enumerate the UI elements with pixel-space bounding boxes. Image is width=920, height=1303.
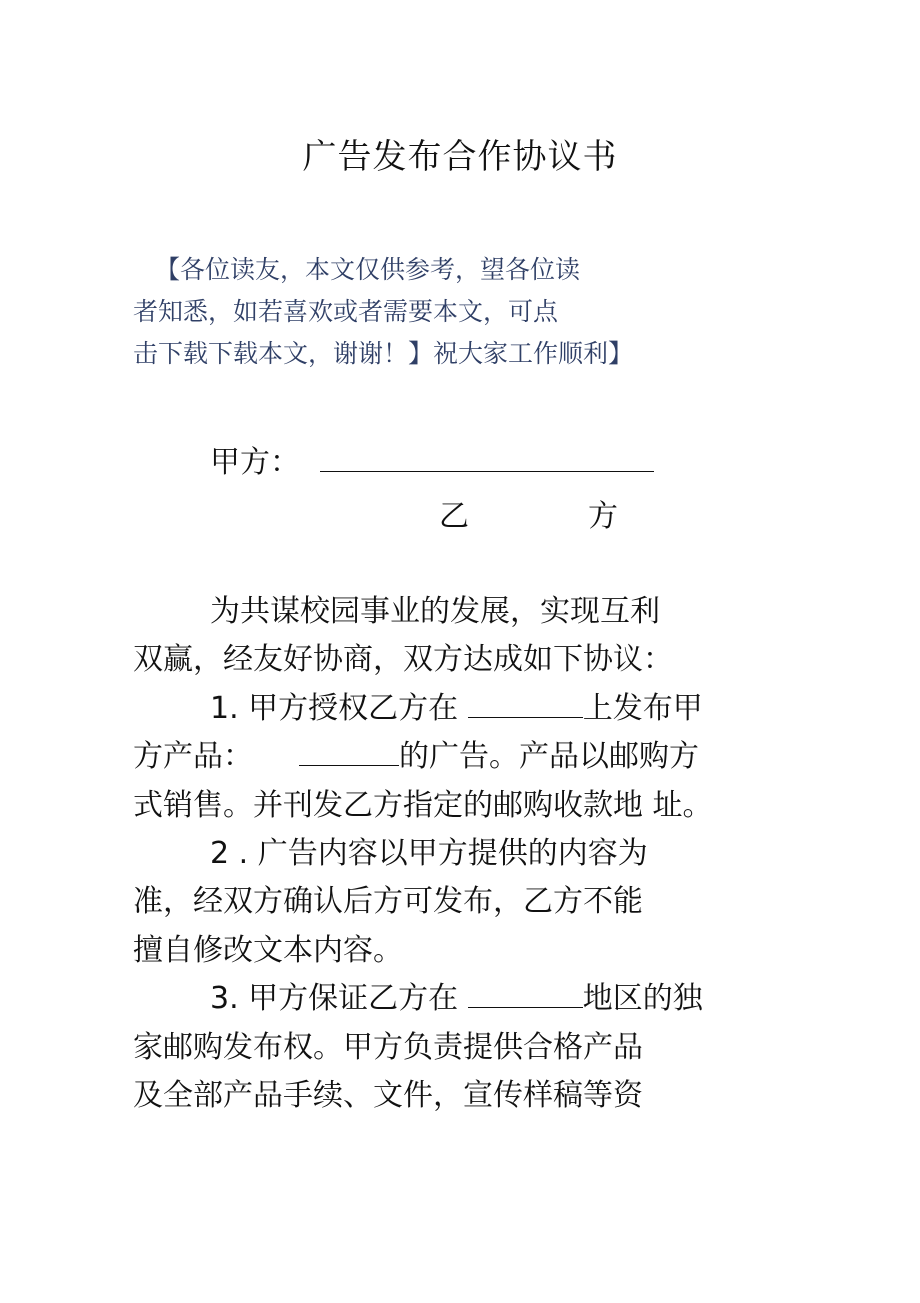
clause-text: 1. 甲方授权乙方在 <box>210 690 468 726</box>
party-b-char-1: 乙 <box>439 499 469 534</box>
notice-line: 者知悉，如若喜欢或者需要本文，可点 <box>133 297 559 326</box>
party-a-blank <box>320 445 654 472</box>
clause-blank <box>468 983 583 1008</box>
clause-2-line-2: 准，经双方确认后方可发布，乙方不能 <box>133 884 643 920</box>
download-notice <box>133 249 733 375</box>
intro-line: 双赢，经友好协商，双方达成如下协议： <box>133 642 673 678</box>
clause-2-line-3: 擅自修改文本内容。 <box>133 932 403 968</box>
clause-text: 方产品： <box>133 739 253 775</box>
party-b-char-2: 方 <box>588 499 618 534</box>
clause-1-line-1 <box>133 685 793 733</box>
party-a-line <box>210 440 654 486</box>
notice-line: 击下载下载本文，谢谢！】祝大家工作顺利】 <box>133 339 634 368</box>
clause-blank <box>468 693 583 718</box>
intro-line: 为共谋校园事业的发展，实现互利 <box>210 594 660 629</box>
clause-blank <box>299 741 399 766</box>
clause-3-line-1 <box>133 975 793 1023</box>
clause-text: 地区的独 <box>582 981 703 1017</box>
clause-1-line-2 <box>133 733 793 781</box>
clause-1-line-3: 式销售。并刊发乙方指定的邮购收款地 址。 <box>133 787 713 823</box>
clause-text: 的广告。产品以邮购方 <box>399 739 699 775</box>
clause-3-line-2: 家邮购发布权。甲方负责提供合格产品 <box>133 1029 643 1065</box>
document-title: 广告发布合作协议书 <box>302 137 618 177</box>
clause-text: 上发布甲 <box>582 690 703 726</box>
clause-text: 3. 甲方保证乙方在 <box>210 981 468 1017</box>
clause-2-line-1: 2 . 广告内容以甲方提供的内容为 <box>210 835 648 871</box>
party-a-label: 甲方： <box>210 445 300 480</box>
notice-line: 【各位读友，本文仅供参考，望各位读 <box>155 255 581 284</box>
clause-3-line-3: 及全部产品手续、文件，宣传样稿等资 <box>133 1077 643 1113</box>
agreement-body <box>133 588 793 1120</box>
